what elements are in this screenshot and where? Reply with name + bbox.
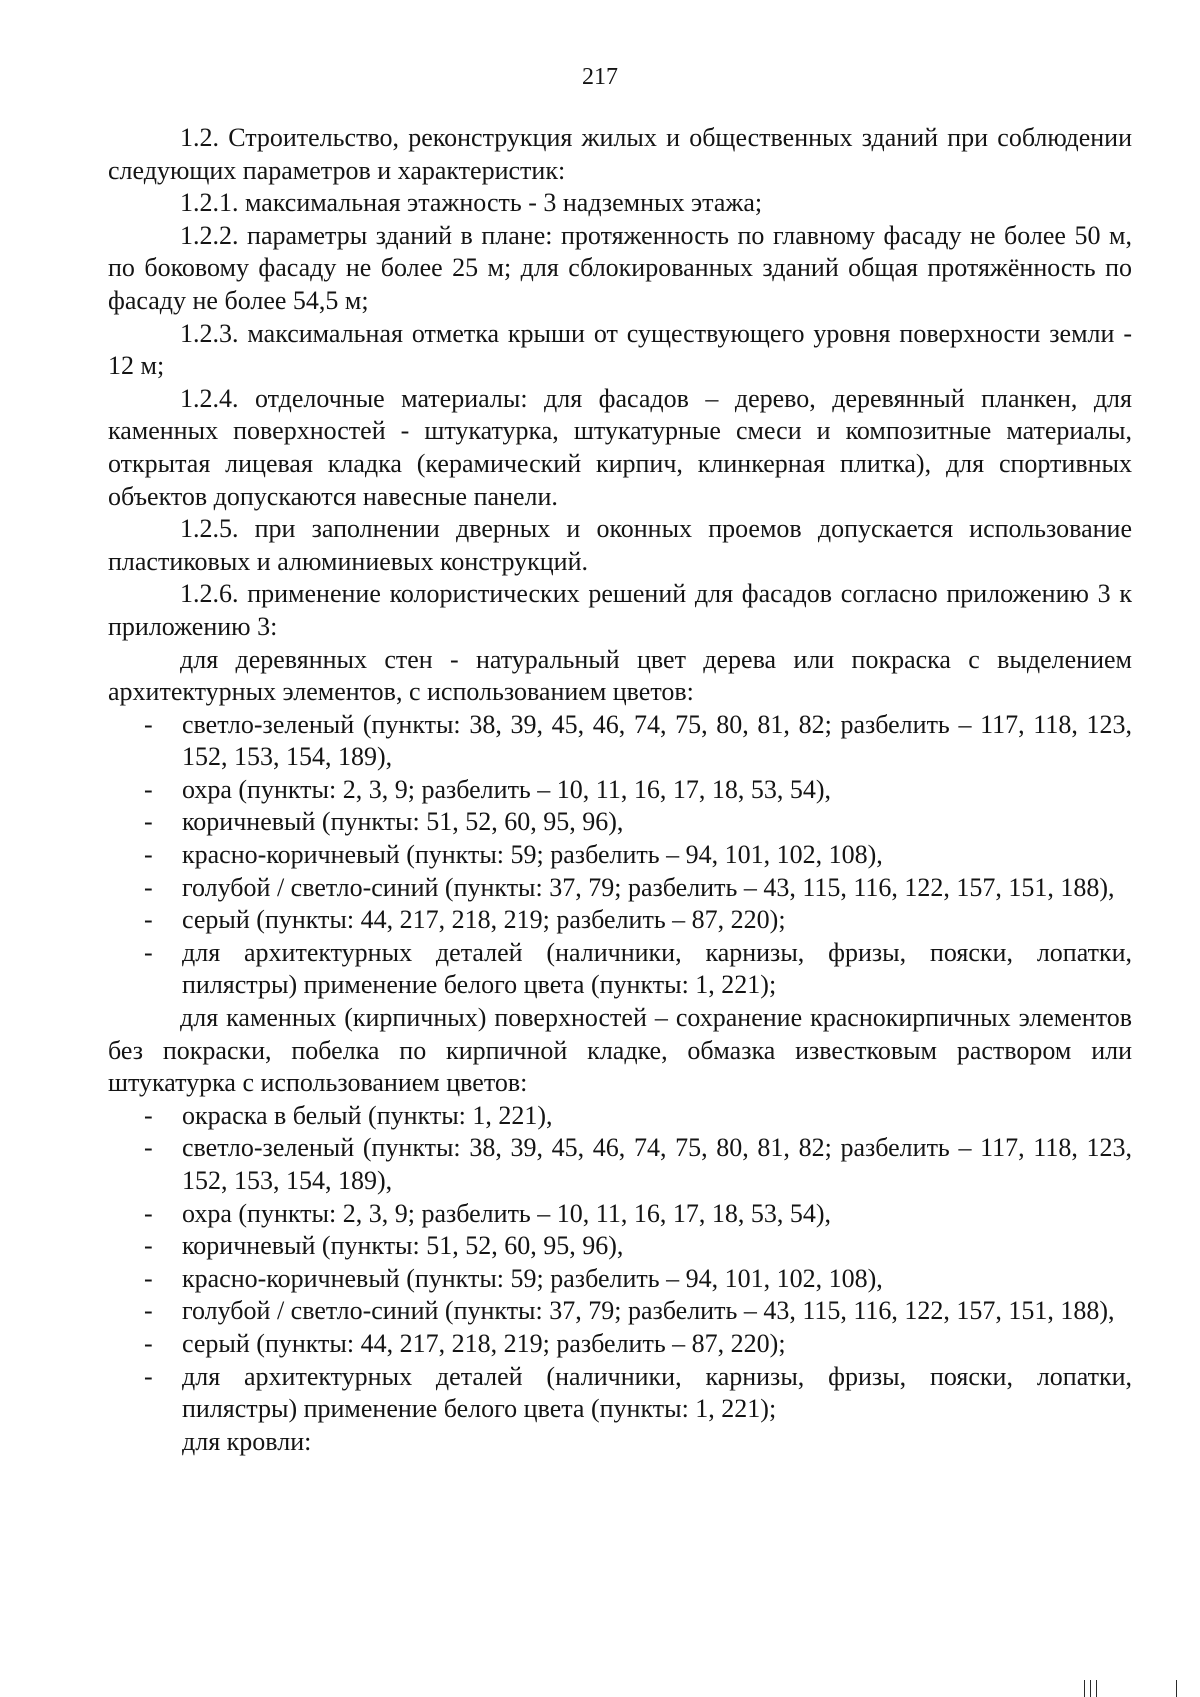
list-item [108, 806, 1132, 839]
list-item-text: для архитектурных деталей (наличники, карнизы, фризы, пояски, лопатки, пилястры) применение белого цвета (пункты: 1, 221); [182, 1361, 1132, 1424]
list-item [108, 872, 1132, 905]
scan-edge-mark [1096, 1680, 1097, 1697]
list-item [108, 1100, 1132, 1133]
dash-bullet: - [144, 1198, 153, 1228]
list-item-text: окраска в белый (пункты: 1, 221), [182, 1100, 553, 1130]
dash-bullet: - [144, 905, 153, 935]
list-item-text: охра (пункты: 2, 3, 9; разбелить – 10, 11, 16, 17, 18, 53, 54), [182, 1198, 831, 1228]
list-item-text: светло-зеленый (пункты: 38, 39, 45, 46, 74, 75, 80, 81, 82; разбелить – 117, 118, 123, 152, 153, 154, 189), [182, 1133, 1132, 1195]
stone-surfaces-intro: для каменных (кирпичных) поверхностей – сохранение краснокирпичных элементов без покраски, побелка по кирпичной кладке, обмазка известковым раствором или штукатурка с использованием цветов: [108, 1003, 1132, 1098]
list-item-text: коричневый (пункты: 51, 52, 60, 95, 96), [182, 1231, 624, 1261]
list-item-text: для архитектурных деталей (наличники, карнизы, фризы, пояски, лопатки, пилястры) применение белого цвета (пункты: 1, 221); [182, 937, 1132, 1000]
wood-walls-intro: для деревянных стен - натуральный цвет дерева или покраска с выделением архитектурных элементов, с использованием цветов: [108, 644, 1132, 707]
dash-bullet: - [144, 1296, 153, 1326]
list-item-text: светло-зеленый (пункты: 38, 39, 45, 46, 74, 75, 80, 81, 82; разбелить – 117, 118, 123, 152, 153, 154, 189), [182, 709, 1132, 772]
document-body [108, 122, 1132, 1458]
dash-bullet: - [144, 1100, 153, 1130]
dash-bullet: - [144, 807, 153, 837]
list-item-text: голубой / светло-синий (пункты: 37, 79; разбелить – 43, 115, 116, 122, 157, 151, 188), [182, 872, 1115, 902]
list-item [108, 1263, 1132, 1296]
list-item-text: голубой / светло-синий (пункты: 37, 79; разбелить – 43, 115, 116, 122, 157, 151, 188), [182, 1296, 1115, 1326]
scan-edge-mark [1090, 1680, 1091, 1697]
roof-intro-text: для кровли: [182, 1426, 312, 1456]
list-item-text: охра (пункты: 2, 3, 9; разбелить – 10, 11, 16, 17, 18, 53, 54), [182, 774, 831, 804]
list-item [108, 1198, 1132, 1231]
dash-bullet: - [144, 1361, 153, 1391]
paragraph-1-2-4: 1.2.4. отделочные материалы: для фасадов – дерево, деревянный планкен, для каменных поверхностей - штукатурка, штукатурные смеси и композитные материалы, открытая лицевая кладка (керамический кирпич, клинкерная плитка), для спортивных объектов допускаются навесные панели. [108, 383, 1132, 511]
list-item [108, 1328, 1132, 1361]
list-item [108, 904, 1132, 937]
dash-bullet: - [144, 840, 153, 870]
list-item-text: коричневый (пункты: 51, 52, 60, 95, 96), [182, 807, 624, 837]
dash-bullet: - [144, 937, 153, 967]
roof-intro [108, 1426, 1132, 1459]
wood-color-list [108, 709, 1132, 1002]
stone-color-list [108, 1100, 1132, 1426]
list-item-text: серый (пункты: 44, 217, 218, 219; разбелить – 87, 220); [182, 905, 786, 935]
list-item [108, 709, 1132, 774]
paragraph-1-2-1: 1.2.1. максимальная этажность - 3 надземных этажа; [180, 188, 763, 218]
dash-bullet: - [144, 1133, 153, 1163]
paragraph-1-2-3: 1.2.3. максимальная отметка крыши от существующего уровня поверхности земли - 12 м; [108, 318, 1132, 381]
list-item-text: красно-коричневый (пункты: 59; разбелить – 94, 101, 102, 108), [182, 840, 883, 870]
list-item [108, 937, 1132, 1002]
paragraph-1-2-5: 1.2.5. при заполнении дверных и оконных проемов допускается использование пластиковых и алюминиевых конструкций. [108, 514, 1132, 576]
paragraph-1-2-2: 1.2.2. параметры зданий в плане: протяженность по главному фасаду не более 50 м, по боковому фасаду не более 25 м; для сблокированных зданий общая протяжённость по фасаду не более 54,5 м; [108, 220, 1132, 315]
list-item [108, 839, 1132, 872]
list-item [108, 774, 1132, 807]
dash-bullet: - [144, 1328, 153, 1358]
dash-bullet: - [144, 1263, 153, 1293]
page-number: 217 [582, 64, 618, 90]
list-item [108, 1295, 1132, 1328]
scan-edge-mark [1176, 1680, 1177, 1697]
list-item [108, 1230, 1132, 1263]
dash-bullet: - [144, 872, 153, 902]
dash-bullet: - [144, 709, 153, 739]
list-item [108, 1132, 1132, 1197]
paragraph-1-2-6: 1.2.6. применение колористических решений для фасадов согласно приложению 3 к приложению 3: [108, 579, 1132, 641]
section-heading: 1.2. Строительство, реконструкция жилых и общественных зданий при соблюдении следующих параметров и характеристик: [108, 123, 1132, 185]
scan-edge-mark [1084, 1680, 1085, 1697]
dash-bullet: - [144, 1231, 153, 1261]
list-item [108, 1361, 1132, 1426]
dash-bullet: - [144, 774, 153, 804]
list-item-text: красно-коричневый (пункты: 59; разбелить – 94, 101, 102, 108), [182, 1263, 883, 1293]
list-item-text: серый (пункты: 44, 217, 218, 219; разбелить – 87, 220); [182, 1328, 786, 1358]
